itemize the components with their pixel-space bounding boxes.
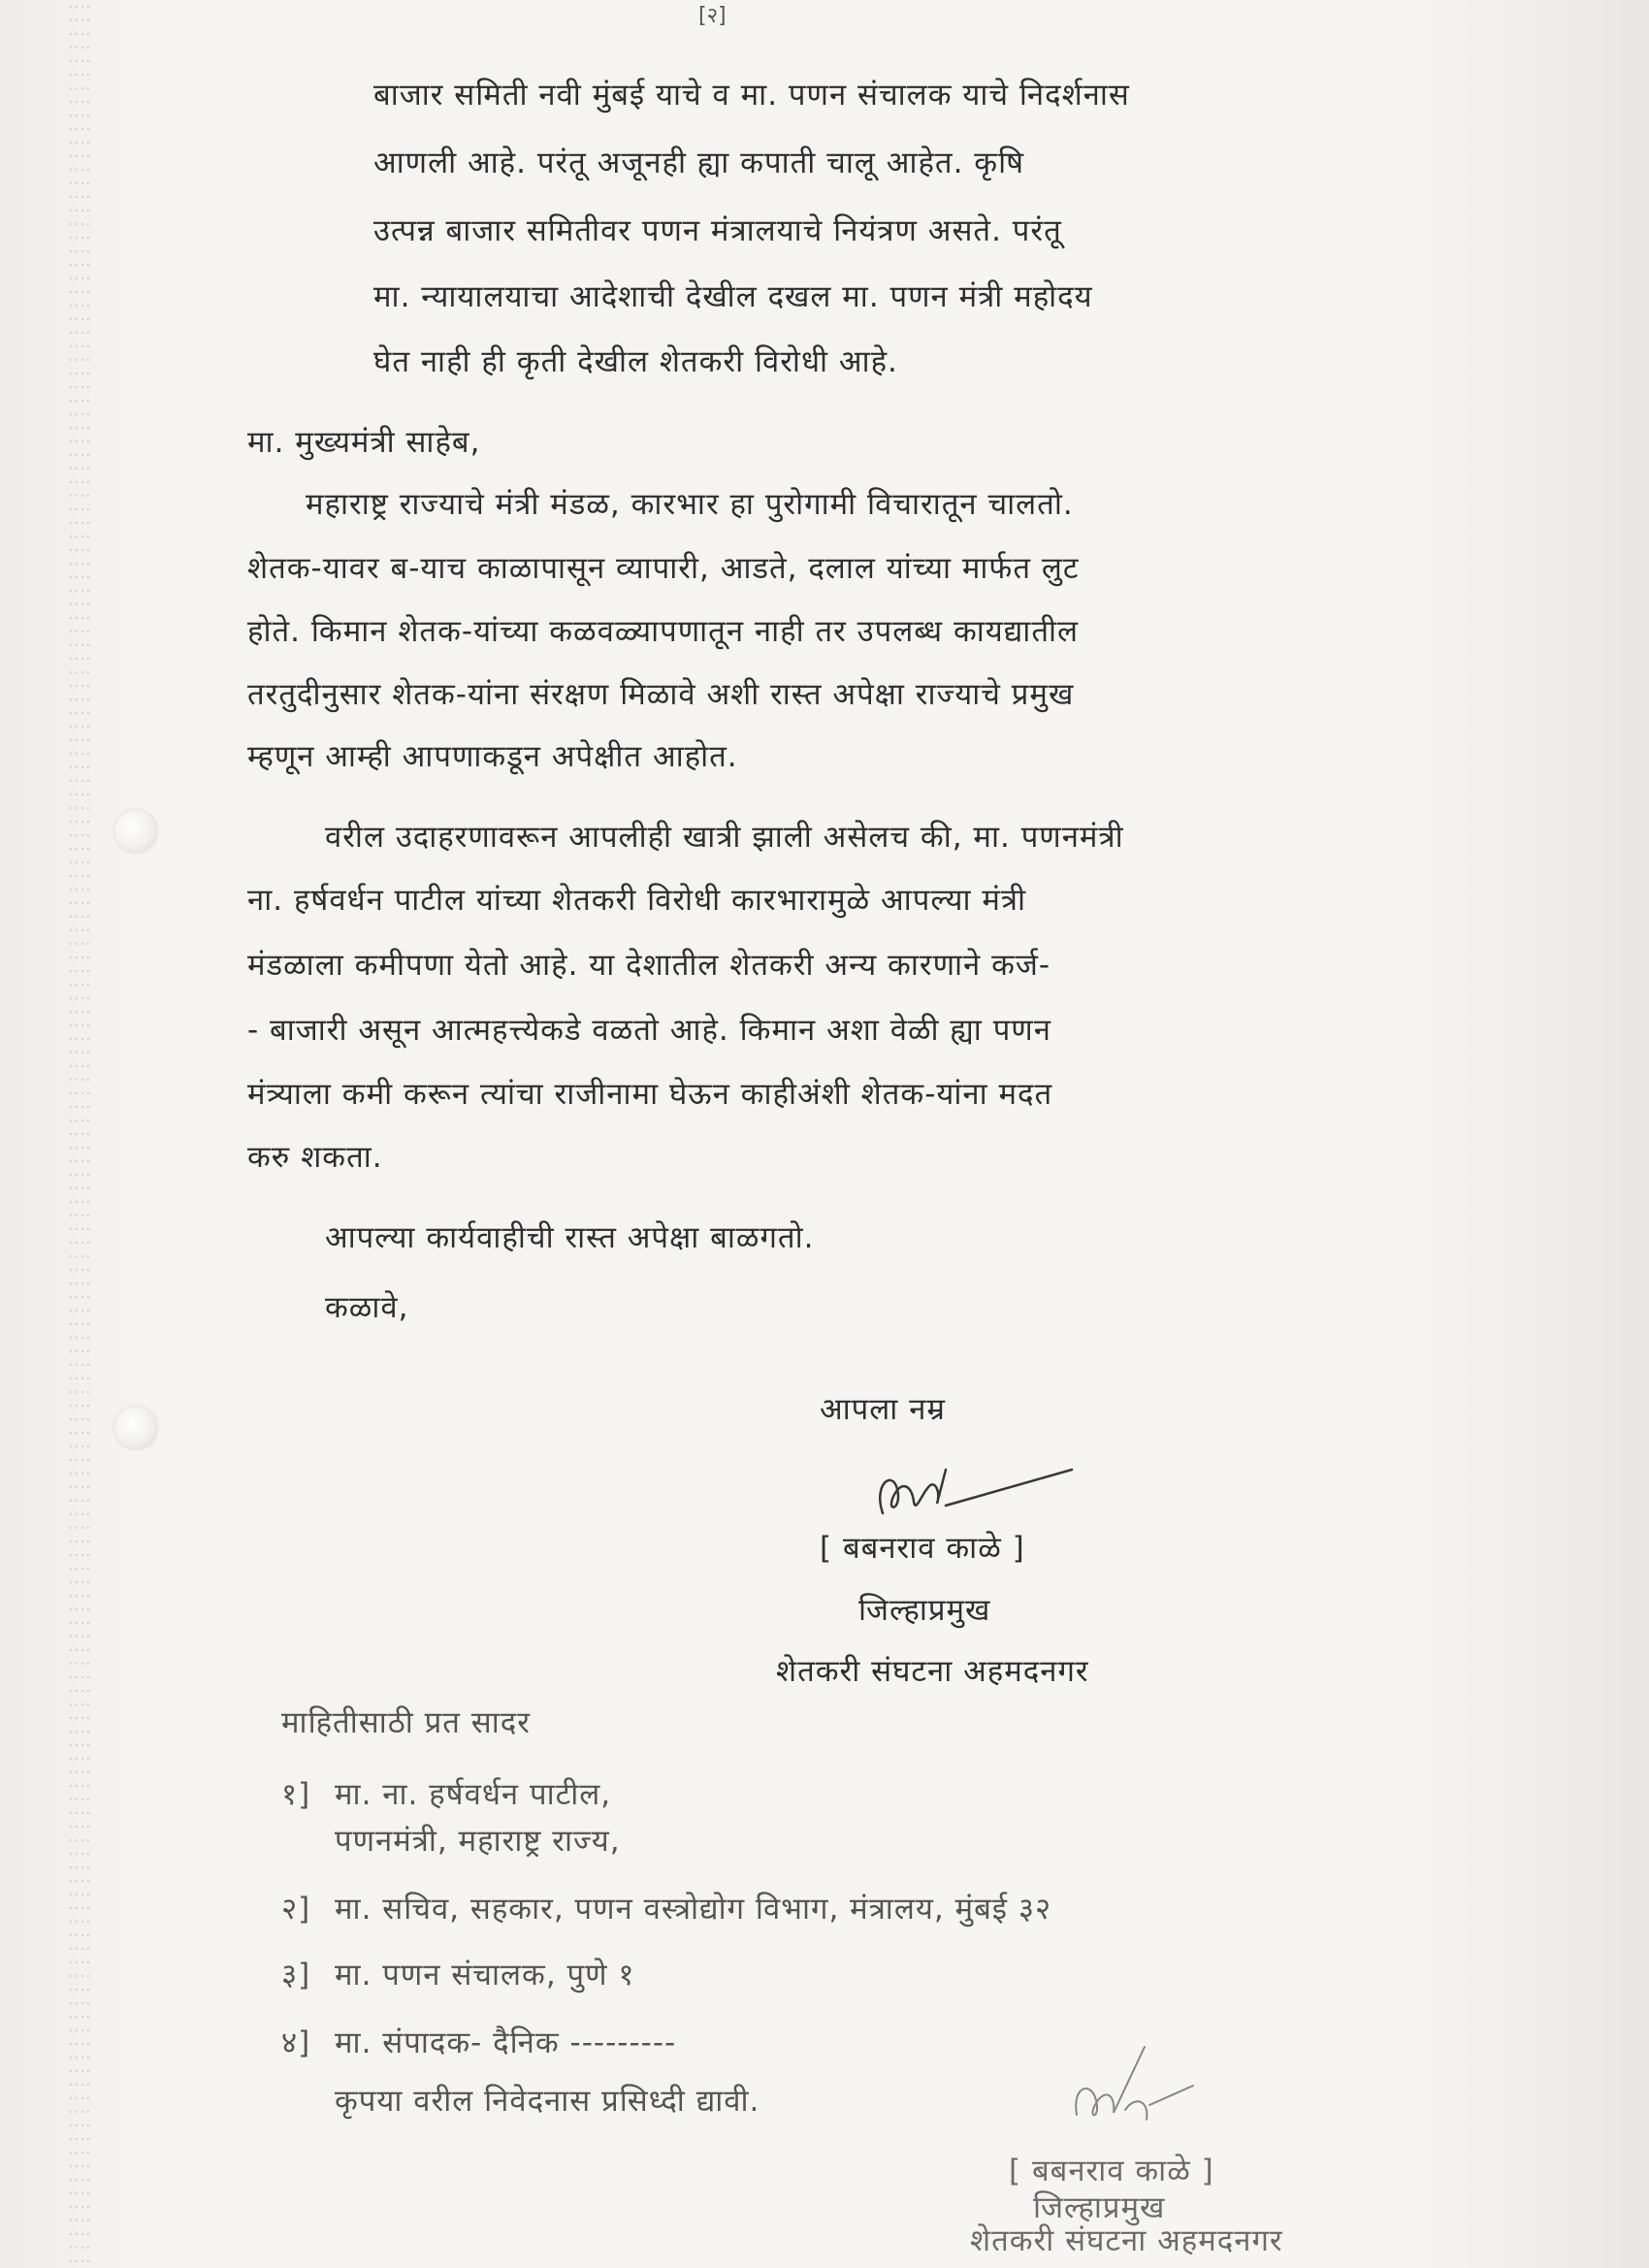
punch-hole-upper xyxy=(114,810,157,853)
bottom-handwritten-signature xyxy=(1057,2027,1203,2154)
para3-line: ना. हर्षवर्धन पाटील यांच्या शेतकरी विरोधी कारभारामुळे आपल्या मंत्री xyxy=(247,883,1027,918)
copy-line: मा. संपादक- दैनिक --------- xyxy=(335,2025,677,2060)
para2-line: शेतक-यावर ब-याच काळापासून व्यापारी, आडते, दलाल यांच्या मार्फत लुट xyxy=(247,551,1080,586)
para1-line: मा. न्यायालयाचा आदेशाची देखील दखल मा. पणन मंत्री महोदय xyxy=(373,279,1093,314)
torn-edge-perforation xyxy=(68,0,91,2268)
para3-line: - बाजारी असून आत्महत्त्येकडे वळतो आहे. किमान अशा वेळी ह्या पणन xyxy=(247,1013,1051,1048)
para3-line: वरील उदाहरणावरून आपलीही खात्री झाली असेलच की, मा. पणनमंत्री xyxy=(325,820,1124,855)
copy-number: २] xyxy=(281,1892,311,1927)
para3-line: करु शकता. xyxy=(247,1140,383,1175)
para3-line: मंत्र्याला कमी करून त्यांचा राजीनामा घेऊन काहीअंशी शेतक-यांना मदत xyxy=(247,1077,1053,1112)
copy-line: कृपया वरील निवेदनास प्रसिध्दी द्यावी. xyxy=(335,2084,760,2119)
bottom-signatory-name: [ बबनराव काळे ] xyxy=(1009,2154,1214,2188)
copy-line: मा. ना. हर्षवर्धन पाटील, xyxy=(335,1777,612,1812)
copy-line: पणनमंत्री, महाराष्ट्र राज्य, xyxy=(335,1824,621,1859)
bottom-signatory-org: शेतकरी संघटना अहमदनगर xyxy=(970,2223,1283,2258)
copy-line: मा. पणन संचालक, पुणे १ xyxy=(335,1958,635,1993)
yours-faithfully: आपला नम्र xyxy=(820,1392,946,1427)
copy-heading: माहितीसाठी प्रत सादर xyxy=(281,1705,531,1740)
punch-hole-lower xyxy=(114,1407,157,1449)
para2-line: तरतुदीनुसार शेतक-यांना संरक्षण मिळावे अशी रास्त अपेक्षा राज्याचे प्रमुख xyxy=(247,677,1075,712)
closing-line: कळावे, xyxy=(325,1290,409,1325)
para2-line: म्हणून आम्ही आपणाकडून अपेक्षीत आहोत. xyxy=(247,739,738,774)
salutation: मा. मुख्यमंत्री साहेब, xyxy=(247,425,481,460)
signatory-title: जिल्हाप्रमुख xyxy=(858,1593,991,1628)
para2-line: होते. किमान शेतक-यांच्या कळवळ्यापणातून नाही तर उपलब्ध कायद्यातील xyxy=(247,614,1080,649)
copy-number: ४] xyxy=(281,2025,311,2060)
para1-line: बाजार समिती नवी मुंबई याचे व मा. पणन संचालक याचे निदर्शनास xyxy=(373,78,1130,113)
para1-line: घेत नाही ही कृती देखील शेतकरी विरोधी आहे. xyxy=(373,344,898,379)
handwritten-signature xyxy=(854,1445,1077,1538)
copy-line: मा. सचिव, सहकार, पणन वस्त्रोद्योग विभाग, मंत्रालय, मुंबई ३२ xyxy=(335,1892,1052,1927)
para2-line: महाराष्ट्र राज्याचे मंत्री मंडळ, कारभार हा पुरोगामी विचारातून चालतो. xyxy=(306,487,1074,522)
para1-line: आणली आहे. परंतू अजूनही ह्या कपाती चालू आहेत. कृषि xyxy=(373,146,1025,180)
para1-line: उत्पन्न बाजार समितीवर पणन मंत्रालयाचे नियंत्रण असते. परंतू xyxy=(373,213,1062,248)
bottom-signatory-title: जिल्हाप्रमुख xyxy=(1033,2190,1166,2225)
copy-number: ३] xyxy=(281,1958,311,1993)
copy-number: १] xyxy=(281,1777,311,1812)
page-number: [२] xyxy=(698,4,727,28)
signatory-org: शेतकरी संघटना अहमदनगर xyxy=(776,1654,1089,1689)
signatory-name: [ बबनराव काळे ] xyxy=(820,1531,1025,1566)
para3-line: मंडळाला कमीपणा येतो आहे. या देशातील शेतकरी अन्य कारणाने कर्ज- xyxy=(247,948,1051,983)
expectation-line: आपल्या कार्यवाहीची रास्त अपेक्षा बाळगतो. xyxy=(325,1220,815,1255)
